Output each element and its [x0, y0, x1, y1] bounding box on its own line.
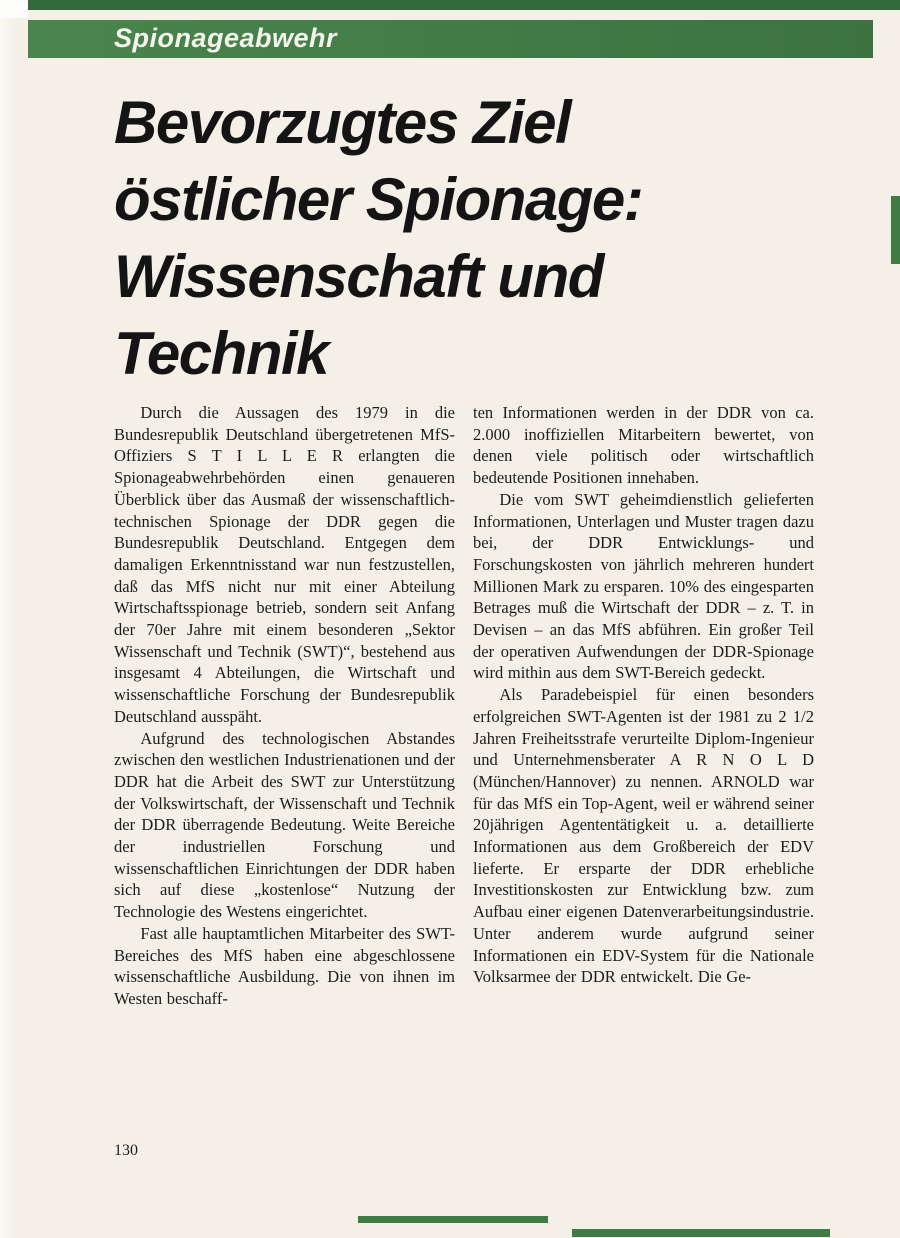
section-header-bar	[28, 20, 873, 58]
article-headline	[114, 84, 834, 392]
top-edge-bar	[28, 0, 900, 10]
right-column	[473, 402, 814, 1010]
right-edge-mark	[891, 196, 900, 264]
bottom-mark-left	[358, 1216, 548, 1223]
paragraph: Als Paradebeispiel für einen besonders erfolgreichen SWT-Agenten ist der 1981 zu 2 1/2 Jahren Freiheitsstrafe verurteilte Diplom-Ingenieur und Unternehmensberater A R N O L D (München/Hannover) zu nennen. ARNOLD war für das MfS ein Top-Agent, weil er während seiner 20jährigen Agententätigkeit u. a. detaillierte Informationen aus dem Großbereich der EDV lieferte. Er ersparte der DDR erhebliche Investitionskosten zur Entwicklung bzw. zum Aufbau einer eigenen Datenverarbeitungsindustrie. Unter anderem wurde aufgrund seiner Informationen ein EDV-System für die Nationale Volksarmee der DDR entwickelt. Die Ge-	[473, 685, 814, 987]
paragraph: Die vom SWT geheimdienstlich gelieferten Informationen, Unterlagen und Muster tragen dazu bei, der DDR Entwicklungs- und Forschungskosten von jährlich mehreren hundert Millionen Mark zu ersparen. 10% des eingesparten Betrages muß die Wirtschaft der DDR – z. T. in Devisen – an das MfS abführen. Ein großer Teil der operativen Aufwendungen der DDR-Spionage wird mithin aus dem SWT-Bereich gedeckt.	[473, 489, 814, 683]
left-column	[114, 402, 455, 1010]
page-number: 130	[114, 1142, 138, 1159]
article-body	[114, 402, 814, 1010]
headline-line-4: Technik	[114, 320, 329, 387]
paragraph: Durch die Aussagen des 1979 in die Bundesrepublik Deutschland übergetretenen MfS-Offiziers S T I L L E R erlangten die Spionageabwehrbehörden einen genaueren Überblick über das Ausmaß der wissenschaftlich-technischen Spionage der DDR gegen die Bundesrepublik Deutschland. Entgegen dem damaligen Erkenntnisstand war nun festzustellen, daß das MfS nicht nur mit einer Abteilung Wirtschaftsspionage betrieb, sondern seit Anfang der 70er Jahre mit einem besonderen „Sektor Wissenschaft und Technik (SWT)“, bestehend aus insgesamt 4 Abteilungen, die Wirtschaft und wissenschaftliche Forschung der Bundesrepublik Deutschland ausspäht.	[114, 403, 455, 726]
paragraph: ten Informationen werden in der DDR von ca. 2.000 inoffiziellen Mitarbeitern bewertet, von denen viele politisch oder wirtschaftlich bedeutende Positionen innehaben.	[473, 403, 814, 488]
bottom-mark-right	[572, 1229, 830, 1237]
scan-edge	[0, 0, 14, 1238]
paragraph: Fast alle hauptamtlichen Mitarbeiter des SWT-Bereiches des MfS haben eine abgeschlossene wissenschaftliche Ausbildung. Die von ihnen im Westen beschaff-	[114, 923, 455, 1008]
paragraph: Aufgrund des technologischen Abstandes zwischen den westlichen Industrienationen und der DDR hat die Arbeit des SWT zur Unterstützung der Volkswirtschaft, der Wissenschaft und Technik der DDR überragende Bedeutung. Weite Bereiche der industriellen Forschung und wissenschaftlichen Einrichtungen der DDR haben sich auf diese „kostenlose“ Nutzung der Technologie des Westens eingerichtet.	[114, 728, 455, 922]
section-label: Spionageabwehr	[114, 23, 338, 53]
headline-line-1: Bevorzugtes Ziel	[114, 89, 571, 156]
headline-line-2: östlicher Spionage:	[114, 166, 643, 233]
headline-line-3: Wissenschaft und	[114, 243, 603, 310]
scan-corner	[0, 0, 28, 18]
